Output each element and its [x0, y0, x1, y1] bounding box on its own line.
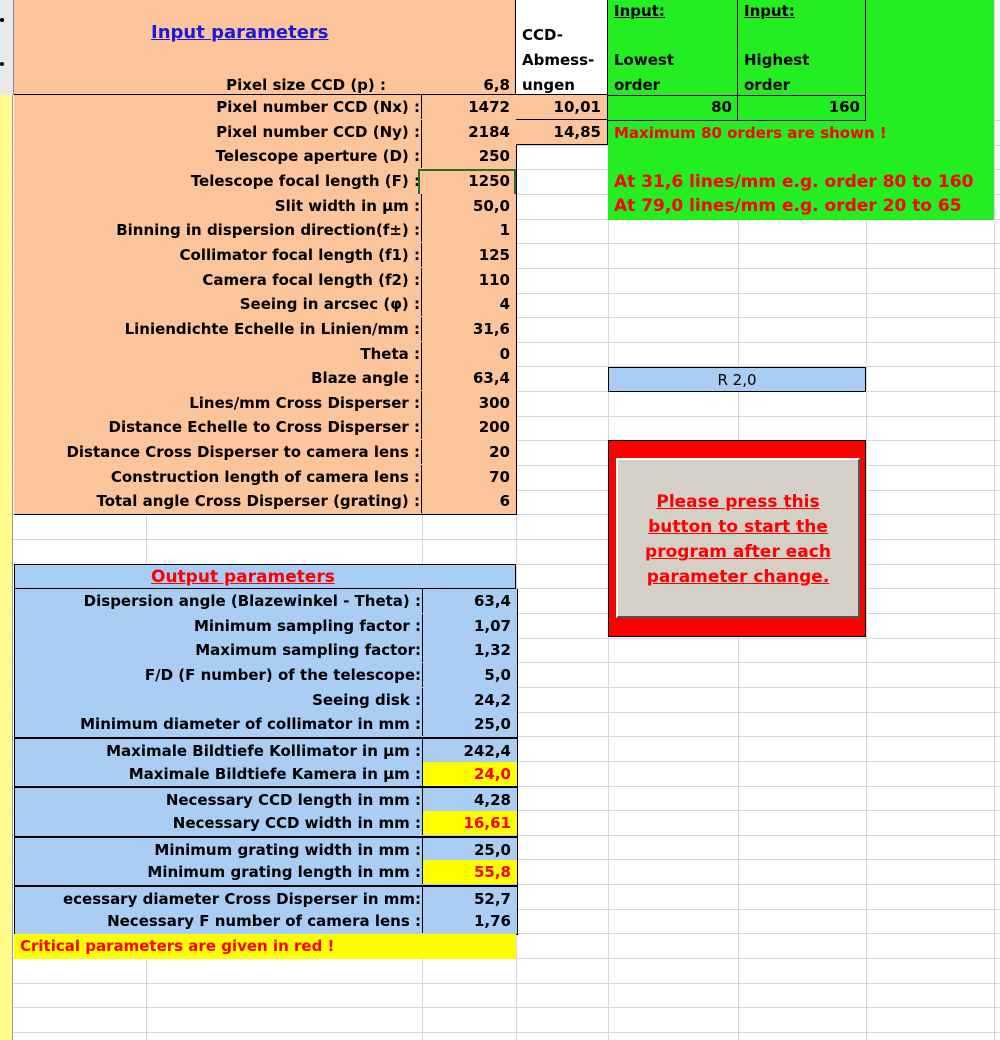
input-row — [14, 243, 517, 269]
r-value: R 2,0 — [717, 371, 757, 389]
gridline-v — [994, 0, 995, 1040]
input-label: Distance Cross Disperser to camera lens : — [66, 443, 420, 461]
output-value: 5,0 — [484, 666, 511, 684]
output-value: 242,4 — [463, 742, 511, 760]
output-value: 63,4 — [473, 592, 511, 610]
input-label: Lines/mm Cross Disperser : — [189, 394, 420, 412]
input-row — [14, 366, 517, 392]
output-value: 4,28 — [473, 791, 511, 809]
ccd-header-line3: ungen — [522, 76, 575, 94]
input-value-pixel-size[interactable]: 6,8 — [483, 76, 510, 94]
input-row — [14, 194, 517, 220]
highest-order-value[interactable]: 160 — [828, 98, 860, 116]
highest-label-1: Highest — [744, 51, 810, 69]
highest-label-2: order — [744, 76, 791, 94]
input-value[interactable]: 20 — [489, 443, 510, 461]
output-row — [14, 737, 518, 765]
input-value[interactable]: 200 — [478, 418, 510, 436]
input-row — [14, 268, 517, 294]
output-row — [14, 909, 518, 935]
input-parameters-title: Input parameters — [151, 22, 329, 43]
ccd-header-line2: Abmess- — [522, 51, 595, 69]
output-value: 24,0 — [473, 765, 511, 783]
start-button-frame — [608, 440, 866, 637]
ccd-x-cell[interactable] — [516, 95, 608, 120]
input-label: Distance Echelle to Cross Disperser : — [108, 418, 420, 436]
output-row — [14, 614, 518, 640]
input-row — [14, 218, 517, 244]
output-value: 1,76 — [473, 912, 511, 930]
output-row — [14, 762, 518, 788]
input-value[interactable]: 110 — [478, 271, 510, 289]
output-label: Minimum sampling factor : — [193, 617, 421, 635]
input-value[interactable]: 300 — [478, 394, 510, 412]
input-value[interactable]: 125 — [478, 246, 510, 264]
ccd-x-value: 10,01 — [553, 98, 601, 116]
input-row — [14, 489, 517, 515]
order-divider — [608, 95, 866, 96]
input-label: Binning in dispersion direction(f±) : — [116, 221, 420, 239]
input-value[interactable]: 70 — [489, 468, 510, 486]
input-value[interactable]: 31,6 — [472, 320, 510, 338]
input-value[interactable]: 0 — [499, 345, 510, 363]
input-row — [14, 144, 517, 170]
input-value[interactable]: 63,4 — [472, 369, 510, 387]
input-label: Pixel number CCD (Nx) : — [216, 98, 420, 116]
corner-dot — [0, 62, 4, 66]
input-row — [14, 292, 517, 318]
lowest-order-value[interactable]: 80 — [711, 98, 732, 116]
input-value[interactable]: 1 — [499, 221, 510, 239]
input-row — [14, 465, 517, 491]
input-row — [14, 95, 517, 121]
output-row — [14, 860, 518, 886]
output-value: 16,61 — [463, 814, 511, 832]
r-value-cell — [608, 367, 866, 392]
input-label: Telescope aperture (D) : — [215, 147, 420, 165]
input-row — [14, 317, 517, 343]
input-row — [14, 415, 517, 441]
input-label: Total angle Cross Disperser (grating) : — [96, 492, 420, 510]
input-value[interactable]: 250 — [478, 147, 510, 165]
input-value[interactable]: 50,0 — [472, 197, 510, 215]
input-label: Collimator focal length (f1) : — [179, 246, 420, 264]
input-row — [14, 342, 517, 368]
gridline-h — [0, 1007, 1000, 1008]
output-row — [14, 589, 518, 615]
start-button-label: Please press this button to start the program after each parameter change. — [645, 492, 831, 587]
input-value[interactable]: 1472 — [468, 98, 510, 116]
output-value: 25,0 — [473, 841, 511, 859]
output-label: Dispersion angle (Blazewinkel - Theta) : — [83, 592, 421, 610]
input-label: Camera focal length (f2) : — [202, 271, 420, 289]
output-label: Minimum grating width in mm : — [154, 841, 421, 859]
output-header-cell — [14, 564, 516, 589]
lowest-input-label: Input: — [614, 2, 665, 20]
order-note-1: At 31,6 lines/mm e.g. order 80 to 160 — [614, 172, 974, 192]
output-label: F/D (F number) of the telescope: — [144, 666, 421, 684]
output-value: 55,8 — [473, 863, 511, 881]
input-row — [14, 391, 517, 417]
output-label: Maximale Bildtiefe Kollimator in µm : — [106, 742, 421, 760]
input-row — [14, 169, 517, 195]
output-label: Necessary CCD width in mm : — [172, 814, 421, 832]
output-label: ecessary diameter Cross Disperser in mm: — [62, 890, 421, 908]
ccd-header-cell — [516, 0, 608, 95]
sheet-corner[interactable] — [0, 0, 14, 95]
output-row — [14, 663, 518, 689]
output-value: 25,0 — [473, 715, 511, 733]
output-row — [14, 638, 518, 664]
order-divider — [608, 120, 866, 121]
input-label-pixel-size: Pixel size CCD (p) : — [226, 76, 386, 94]
output-label: Maximum sampling factor: — [195, 641, 421, 659]
row-header-strip — [0, 0, 13, 1040]
output-label: Minimum grating length in mm : — [147, 863, 421, 881]
start-program-button[interactable] — [616, 458, 860, 618]
output-value: 1,07 — [473, 617, 511, 635]
ccd-y-cell[interactable] — [516, 120, 608, 145]
order-note-2: At 79,0 lines/mm e.g. order 20 to 65 — [614, 196, 962, 216]
output-value: 24,2 — [473, 691, 511, 709]
highest-input-label: Input: — [744, 2, 795, 20]
ccd-header-line1: CCD- — [522, 26, 563, 44]
input-label: Construction length of camera lens : — [110, 468, 420, 486]
ccd-y-value: 14,85 — [553, 123, 601, 141]
critical-note: Critical parameters are given in red ! — [20, 937, 335, 955]
output-row — [14, 712, 518, 738]
input-value[interactable]: 2184 — [468, 123, 510, 141]
input-label: Liniendichte Echelle in Linien/mm : — [124, 320, 420, 338]
output-label: Maximale Bildtiefe Kamera in µm : — [128, 765, 421, 783]
output-label: Necessary CCD length in mm : — [165, 791, 421, 809]
input-label: Pixel number CCD (Ny) : — [216, 123, 420, 141]
input-value[interactable]: 4 — [499, 295, 510, 313]
output-value: 1,32 — [473, 641, 511, 659]
input-label: Blaze angle : — [311, 369, 420, 387]
input-value[interactable]: 1250 — [468, 172, 510, 190]
corner-dot — [0, 18, 4, 22]
input-row — [14, 120, 517, 146]
input-label: Slit width in µm : — [274, 197, 420, 215]
input-row — [14, 440, 517, 466]
output-parameters-title: Output parameters — [151, 567, 335, 587]
output-value: 52,7 — [473, 890, 511, 908]
input-label: Telescope focal length (F) : — [190, 172, 420, 190]
output-label: Seeing disk : — [312, 691, 421, 709]
input-value[interactable]: 6 — [499, 492, 510, 510]
gridline-h — [0, 1032, 1000, 1033]
output-row — [14, 786, 518, 814]
output-row — [14, 811, 518, 837]
lowest-label-1: Lowest — [614, 51, 674, 69]
input-label: Theta : — [360, 345, 420, 363]
input-label: Seeing in arcsec (φ) : — [239, 295, 420, 313]
output-label: Necessary F number of camera lens : — [107, 912, 421, 930]
output-label: Minimum diameter of collimator in mm : — [80, 715, 421, 733]
critical-note-cell — [14, 934, 516, 959]
max-orders-note: Maximum 80 orders are shown ! — [614, 124, 887, 142]
lowest-label-2: order — [614, 76, 661, 94]
output-row — [14, 688, 518, 714]
gridline-h — [0, 983, 1000, 984]
